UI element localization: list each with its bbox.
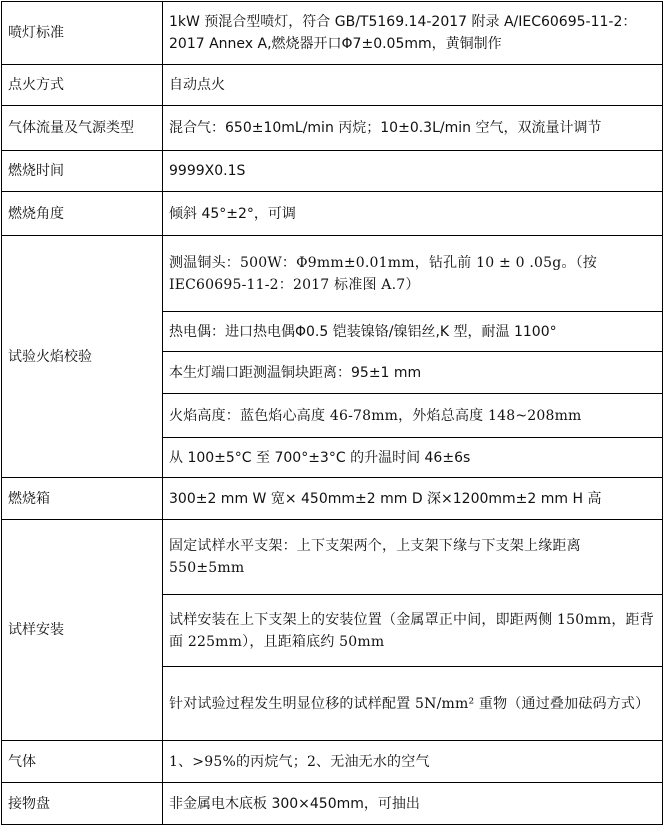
row-value: 非金属电木底板 300×450mm，可抽出: [163, 783, 663, 825]
row-label: 气体: [2, 741, 163, 783]
table-row: [2, 106, 663, 151]
row-value: 混合气：650±10mL/min 丙烷；10±0.3L/min 空气，双流量计调节: [163, 106, 663, 151]
table-row: [2, 520, 663, 595]
row-value: 倾斜 45°±2°，可调: [163, 192, 663, 236]
table-row: [2, 151, 663, 192]
row-value: 自动点火: [163, 65, 663, 106]
row-label: 试样安装: [2, 520, 163, 741]
sub-row-value: 热电偶：进口热电偶Φ0.5 铠装镍铬/镍铝丝,K 型，耐温 1100°: [163, 312, 663, 352]
table-row: [2, 741, 663, 783]
row-label: 燃烧角度: [2, 192, 163, 236]
table-row: [2, 478, 663, 520]
sub-row-value: 本生灯端口距测温铜块距离：95±1 mm: [163, 352, 663, 394]
row-label: 燃烧时间: [2, 151, 163, 192]
sub-row-value: 固定试样水平支架：上下支架两个，上支架下缘与下支架上缘距离 550±5mm: [163, 520, 663, 595]
row-value: 1kW 预混合型喷灯，符合 GB/T5169.14-2017 附录 A/IEC60695-11-2：2017 Annex A,燃烧器开口Φ7±0.05mm，黄铜制作: [163, 2, 663, 65]
sub-row-value: 测温铜头：500W：Φ9mm±0.01mm，钻孔前 10 ± 0 .05g。（按 IEC60695-11-2：2017 标准图 A.7）: [163, 236, 663, 312]
row-label: 喷灯标准: [2, 2, 163, 65]
row-value: 9999X0.1S: [163, 151, 663, 192]
row-label: 接物盘: [2, 783, 163, 825]
table-row: [2, 236, 663, 312]
table-row: [2, 65, 663, 106]
sub-row-value: 试样安装在上下支架上的安装位置（金属罩正中间，即距两侧 150mm，距背面 225mm），且距箱底约 50mm: [163, 595, 663, 667]
row-value: 300±2 mm W 宽× 450mm±2 mm D 深×1200mm±2 mm H 高: [163, 478, 663, 520]
table-row: [2, 783, 663, 825]
row-label: 点火方式: [2, 65, 163, 106]
table-row: [2, 2, 663, 65]
sub-row-value: 火焰高度：蓝色焰心高度 46-78mm，外焰总高度 148~208mm: [163, 394, 663, 438]
row-label: 燃烧箱: [2, 478, 163, 520]
row-value: 1、>95%的丙烷气；2、无油无水的空气: [163, 741, 663, 783]
row-label: 试验火焰校验: [2, 236, 163, 478]
sub-row-value: 针对试验过程发生明显位移的试样配置 5N/mm² 重物（通过叠加砝码方式）: [163, 667, 663, 741]
sub-row-value: 从 100±5°C 至 700°±3°C 的升温时间 46±6s: [163, 438, 663, 478]
spec-table: [1, 1, 663, 825]
row-label: 气体流量及气源类型: [2, 106, 163, 151]
table-row: [2, 192, 663, 236]
